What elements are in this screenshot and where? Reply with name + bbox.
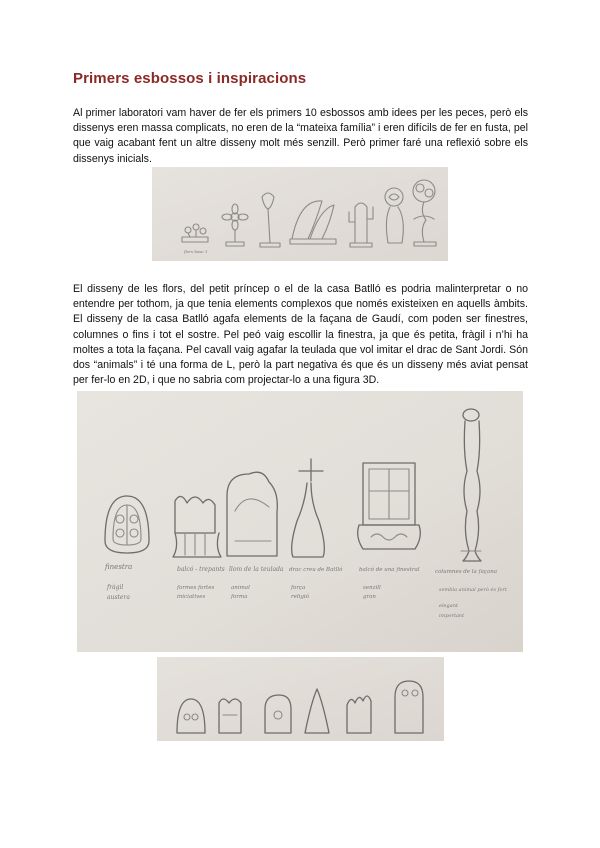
batllo-paragraph: El disseny de les flors, del petit príncep o el de la casa Batlló es podria malinterpretar o no entendre per tothom, ja que tenia elements complexos que només existeixen en aquells àmbits. El disseny de la casa Batlló agafa elements de la façana de Gaudí, com poden ser finestres, columnes o fins i tot el sostre. Pel peó vaig escollir la finestra, ja que és petita, fràgil i n’hi ha moltes a tota la façana. Pel cavall vaig agafar la teulada que vol imitar el drac de Sant Jordi. Són dos “animals” i té una forma de L, però la part negativa és que és un disseny més aviat pensat per fer-lo en 2D, i que no sabria com projectar-lo a una figura 3D. (73, 283, 528, 387)
caption-note: animal (231, 585, 250, 591)
caption-label: llom de la teulada (229, 566, 284, 573)
caption-note: força (291, 585, 306, 591)
caption-note: austera (107, 594, 130, 601)
simplified-pieces-photo (157, 657, 444, 741)
caption-note: religió (291, 594, 309, 600)
caption-note: gran (363, 594, 376, 600)
caption-label: columnes de la façana (435, 569, 498, 575)
caption-note: iniciatives (177, 594, 206, 600)
intro-paragraph: Al primer laboratori vam haver de fer els primers 10 esbossos amb idees per les peces, però els dissenys eren massa complicats, no eren de la “mateixa família” i eren difícils de fer en fusta, pel que vaig acabant fent un altre disseny molt més senzill. Però primer faré una reflexió sobre els dissenys inicials. (73, 107, 528, 165)
caption-note: senzill (363, 585, 381, 591)
caption-note: sembla animal però és fort (439, 587, 507, 593)
caption-note: important (439, 613, 465, 619)
caption-note: elegant (439, 603, 458, 609)
svg-text:flors base 1: flors base 1 (184, 249, 208, 254)
initial-sketches-photo (152, 167, 448, 261)
caption-label: balcó - trepants (177, 566, 225, 573)
caption-note: forma (231, 594, 248, 600)
batllo-sketches-photo (77, 391, 523, 652)
caption-label: drac creu de Batlló (289, 567, 343, 573)
caption-label: balcó de una finestral (359, 567, 420, 573)
caption-label: finestra (105, 563, 133, 571)
caption-note: fràgil (107, 584, 124, 591)
section-title: Primers esbossos i inspiracions (73, 70, 307, 87)
caption-note: formes fortes (177, 585, 215, 591)
